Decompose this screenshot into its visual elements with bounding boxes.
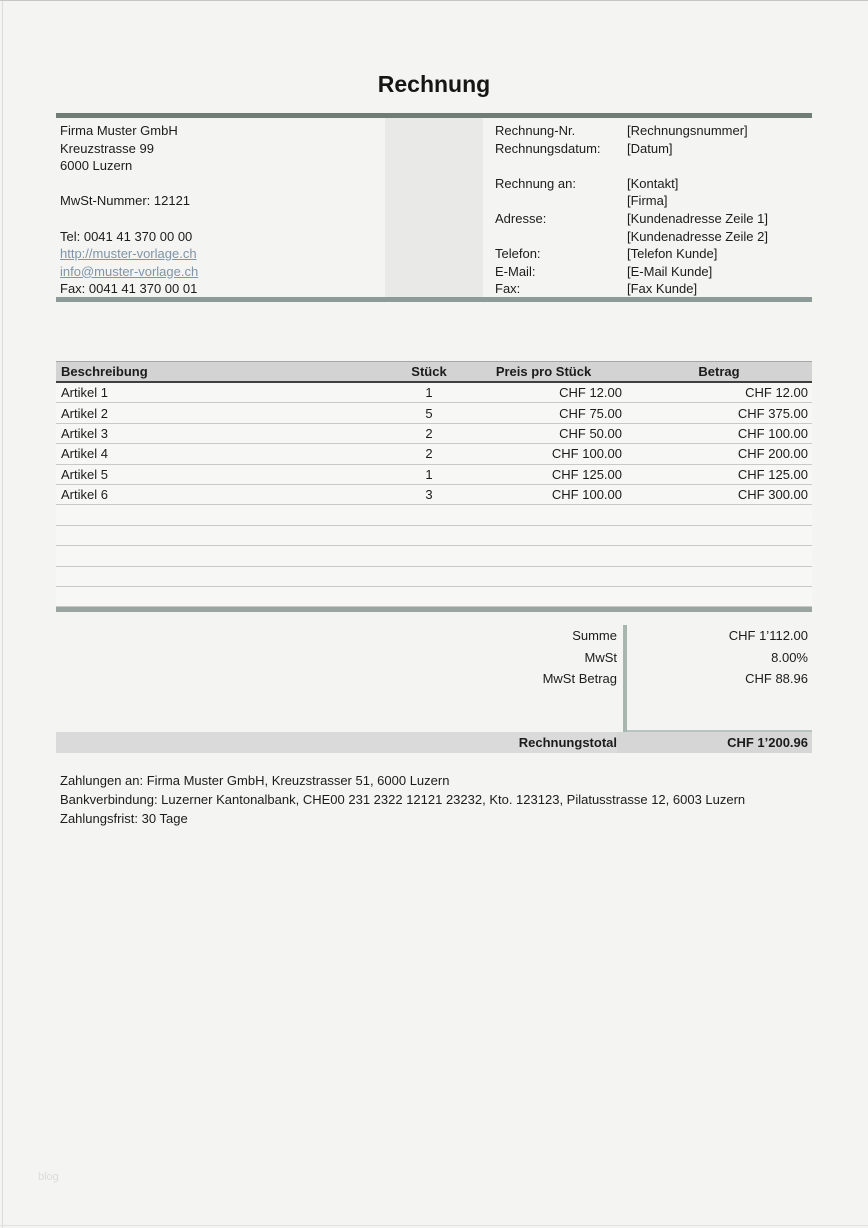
cell-amount: CHF 375.00	[737, 405, 808, 421]
spacer	[60, 210, 198, 228]
col-header-unit-price: Preis pro Stück	[495, 364, 592, 379]
invoice-info-row	[495, 175, 768, 193]
invoice-info-row	[495, 140, 768, 158]
summary-row	[56, 625, 812, 647]
spacer	[495, 157, 768, 175]
info-value: [Rechnungsnummer]	[627, 123, 748, 138]
invoice-info-row	[495, 122, 768, 140]
cell-quantity: 1	[425, 466, 433, 482]
info-value: [Kontakt]	[627, 175, 679, 191]
cell-quantity: 1	[425, 385, 433, 401]
info-label	[495, 228, 627, 246]
summary-value: CHF 88.96	[745, 671, 808, 687]
info-value: [Fax Kunde]	[627, 281, 698, 297]
info-label: Telefon:	[495, 246, 541, 262]
summary-row	[56, 647, 812, 669]
invoice-info-row	[495, 263, 768, 281]
items-table	[56, 361, 812, 612]
bank-details-line: Bankverbindung: Luzerner Kantonalbank, CHE00 231 2322 12121 23232, Kto. 123123, Pilatusstrasse 12, 6003 Luzern	[60, 792, 746, 807]
cell-description: Artikel 1	[61, 385, 108, 401]
invoice-info-row	[495, 192, 768, 210]
info-label: Rechnungsdatum:	[495, 140, 601, 156]
invoice-info-row	[495, 280, 768, 298]
cell-amount: CHF 100.00	[737, 425, 808, 441]
cell-unit-price: CHF 50.00	[559, 425, 622, 441]
table-row-empty	[56, 567, 812, 587]
cell-unit-price: CHF 100.00	[551, 487, 622, 503]
info-value: [Datum]	[627, 140, 673, 156]
summary-block	[56, 625, 812, 750]
info-value: [Kundenadresse Zeile 2]	[627, 228, 768, 244]
sender-block	[60, 122, 198, 298]
cell-quantity: 2	[425, 446, 433, 462]
table-row	[56, 465, 812, 485]
col-header-quantity: Stück	[411, 364, 447, 379]
info-label: Fax:	[495, 281, 521, 297]
total-label: Rechnungstotal	[518, 735, 617, 750]
info-value: [Telefon Kunde]	[627, 246, 718, 262]
cell-amount: CHF 200.00	[737, 446, 808, 462]
table-row-empty	[56, 526, 812, 546]
table-row	[56, 424, 812, 444]
cell-amount: CHF 125.00	[737, 466, 808, 482]
payment-term-line: Zahlungsfrist: 30 Tage	[60, 811, 188, 826]
invoice-info-row	[495, 245, 768, 263]
watermark-text: blog	[38, 1171, 59, 1183]
header-shade-band	[385, 118, 483, 297]
cell-unit-price: CHF 100.00	[551, 446, 622, 462]
invoice-info-block	[495, 122, 768, 298]
info-label: E-Mail:	[495, 263, 536, 279]
info-value: [Firma]	[627, 193, 668, 209]
table-row	[56, 383, 812, 403]
table-row	[56, 485, 812, 505]
info-label: Rechnung an:	[495, 175, 576, 191]
sender-street: Kreuzstrasse 99	[60, 140, 154, 156]
info-label	[495, 192, 627, 210]
page-bottom-edge	[0, 1225, 868, 1226]
table-row	[56, 403, 812, 423]
summary-value: CHF 1’112.00	[728, 628, 808, 644]
page-title: Rechnung	[377, 71, 491, 97]
table-row-empty	[56, 546, 812, 566]
info-label: Rechnung-Nr.	[495, 123, 576, 138]
summary-label: MwSt Betrag	[542, 671, 617, 687]
payment-info-block	[60, 771, 745, 828]
summary-label: MwSt	[584, 649, 617, 665]
cell-amount: CHF 300.00	[737, 487, 808, 503]
invoice-total-row	[56, 732, 812, 753]
info-value: [Kundenadresse Zeile 1]	[627, 210, 768, 226]
info-label: Adresse:	[495, 210, 547, 226]
cell-description: Artikel 5	[61, 466, 108, 482]
sender-phone: Tel: 0041 41 370 00 00	[60, 228, 193, 244]
cell-quantity: 2	[425, 425, 433, 441]
info-value: [E-Mail Kunde]	[627, 263, 713, 279]
cell-description: Artikel 6	[61, 487, 108, 503]
sender-website-link[interactable]: http://muster-vorlage.ch	[60, 246, 197, 262]
summary-row	[56, 668, 812, 690]
sender-city: 6000 Luzern	[60, 158, 133, 174]
sender-company: Firma Muster GmbH	[60, 123, 178, 138]
cell-unit-price: CHF 12.00	[559, 385, 622, 401]
cell-unit-price: CHF 125.00	[551, 466, 622, 482]
cell-amount: CHF 12.00	[745, 385, 808, 401]
col-header-description: Beschreibung	[61, 364, 148, 379]
page-left-edge	[2, 1, 3, 1228]
invoice-info-row	[495, 228, 768, 246]
table-row-empty	[56, 587, 812, 607]
sender-vat-number: MwSt-Nummer: 12121	[60, 193, 191, 209]
cell-description: Artikel 2	[61, 405, 108, 421]
payment-to-line: Zahlungen an: Firma Muster GmbH, Kreuzstrasser 51, 6000 Luzern	[60, 773, 450, 788]
table-row-empty	[56, 505, 812, 525]
cell-description: Artikel 3	[61, 425, 108, 441]
summary-value: 8.00%	[771, 649, 808, 665]
sender-email-link[interactable]: info@muster-vorlage.ch	[60, 263, 199, 279]
sender-fax: Fax: 0041 41 370 00 01	[60, 281, 198, 297]
summary-label: Summe	[572, 628, 617, 644]
table-row	[56, 444, 812, 464]
col-header-amount: Betrag	[698, 364, 740, 379]
total-value: CHF 1’200.96	[617, 732, 812, 753]
total-top-border	[627, 730, 812, 732]
cell-description: Artikel 4	[61, 446, 108, 462]
invoice-info-row	[495, 210, 768, 228]
cell-unit-price: CHF 75.00	[559, 405, 622, 421]
spacer	[60, 175, 198, 193]
items-table-bottom-bar	[56, 607, 812, 612]
cell-quantity: 5	[425, 405, 433, 421]
items-table-header	[56, 361, 812, 383]
cell-quantity: 3	[425, 487, 433, 503]
